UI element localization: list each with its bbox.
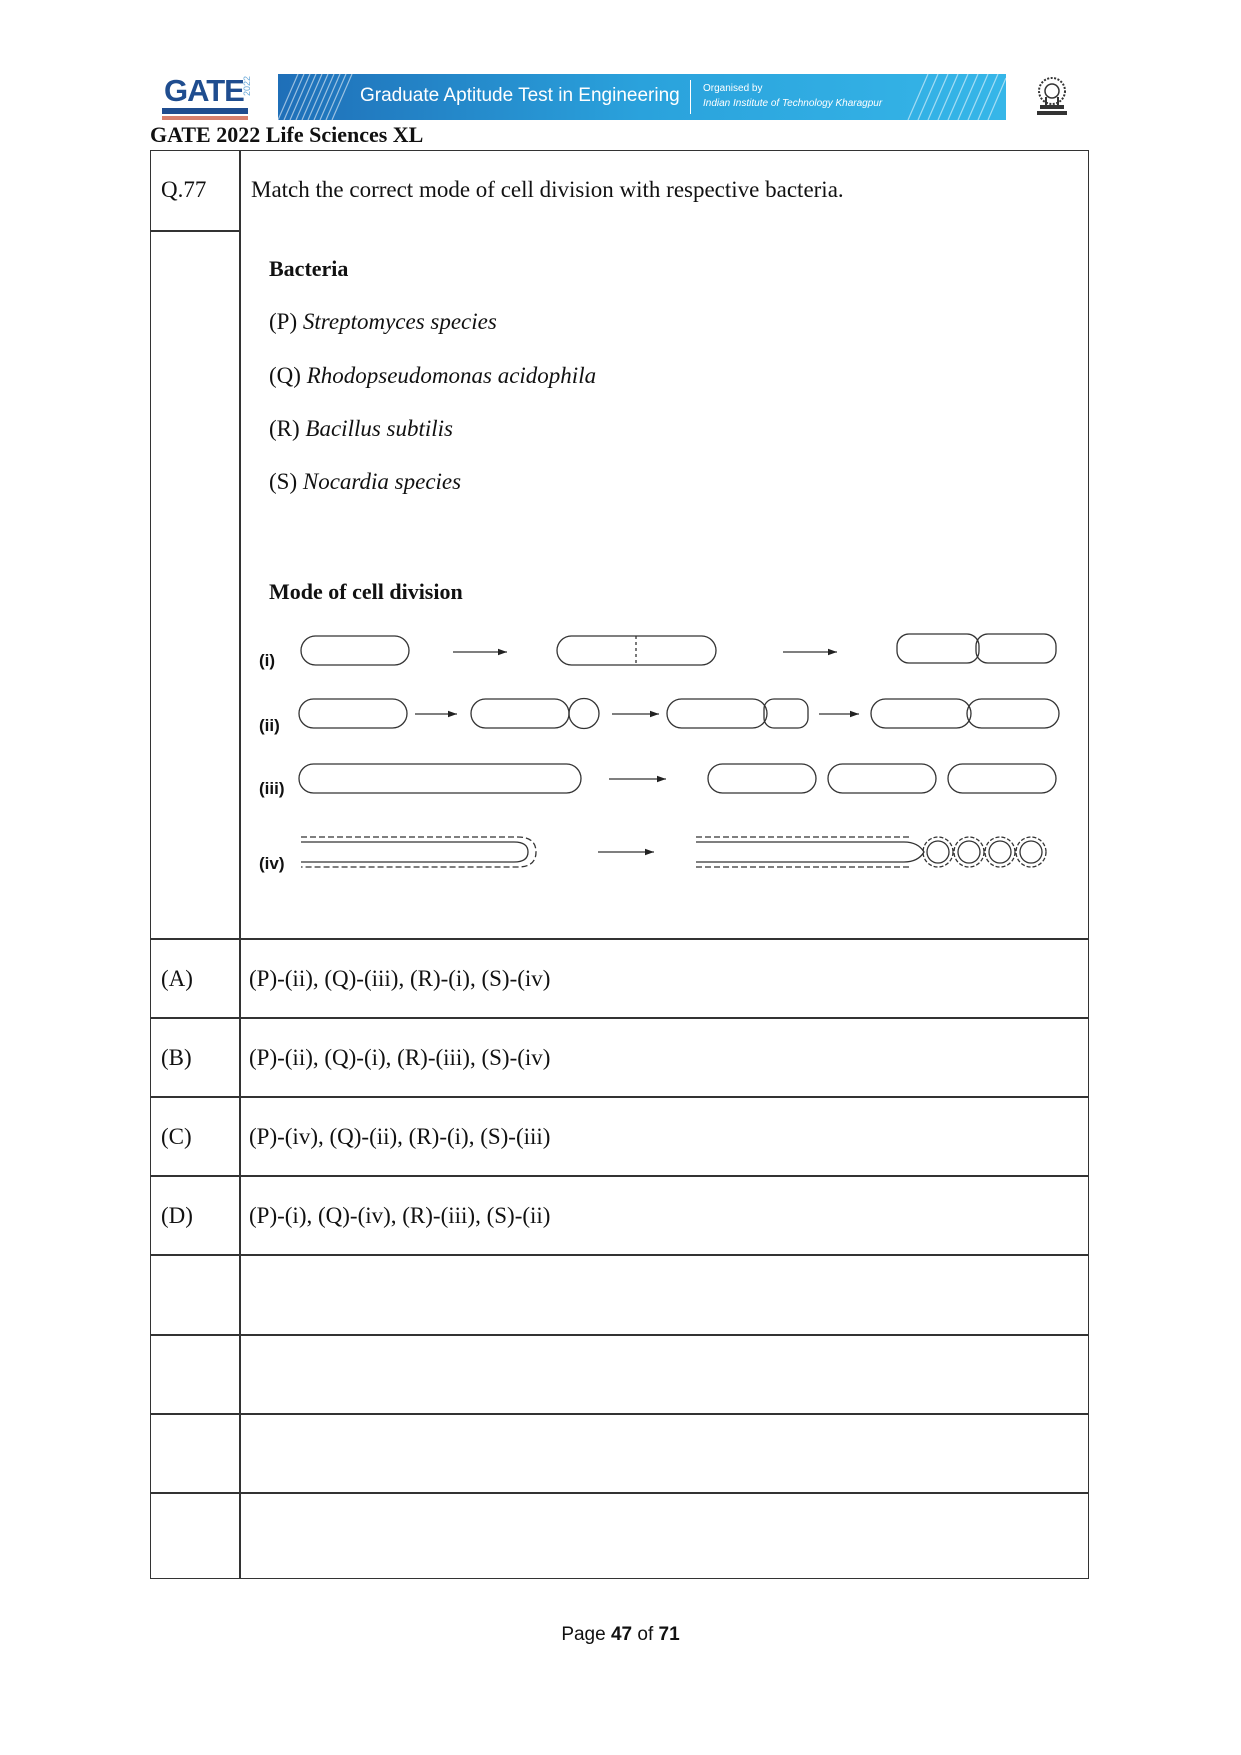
logo-year: 2022 [242,76,252,97]
mode-heading: Mode of cell division [269,579,463,604]
bacteria-key: (P) [269,309,298,334]
row-divider [151,1413,1088,1415]
row-divider [151,1254,1088,1256]
header-banner [278,74,1006,120]
logo-underline [162,108,248,114]
division-mode-iii [299,764,1056,793]
row-divider [151,1334,1088,1336]
current-page: 47 [610,1624,633,1645]
bacteria-name: Rhodopseudomonas acidophila [306,363,597,388]
row-divider [151,1096,1088,1098]
option-c-label: (C) [161,1124,192,1149]
logo-underline-accent [162,116,248,120]
question-number: Q.77 [161,177,207,202]
diagram-label-iii: (iii) [259,779,285,798]
paper-title: GATE 2022 Life Sciences XL [150,122,424,147]
bacteria-name: Streptomyces species [302,309,497,334]
bacteria-item [269,416,453,442]
option-c-text: (P)-(iv), (Q)-(ii), (R)-(i), (S)-(iii) [249,1124,551,1149]
row-divider [151,230,239,232]
row-divider [151,1017,1088,1019]
diagram-label-i: (i) [259,651,276,670]
row-divider [151,1175,1088,1177]
diagram-label-ii: (ii) [259,716,280,735]
bacteria-name: Bacillus subtilis [305,416,454,441]
iit-emblem-icon [1032,75,1072,119]
footer-prefix: Page [561,1624,606,1645]
division-mode-i [301,634,1056,665]
bacteria-heading: Bacteria [269,256,349,281]
option-a-text: (P)-(ii), (Q)-(iii), (R)-(i), (S)-(iv) [249,966,551,991]
bacteria-item [269,363,596,389]
option-a-label: (A) [161,966,193,991]
bacteria-key: (R) [269,416,300,441]
bacteria-key: (S) [269,469,298,494]
banner-divider [690,80,691,114]
option-b-label: (B) [161,1045,192,1070]
diagram-label-iv: (iv) [259,854,285,873]
option-d-label: (D) [161,1203,193,1228]
row-divider [151,1492,1088,1494]
total-pages: 71 [658,1624,680,1645]
page-footer [0,1624,1241,1646]
gate-logo [160,74,252,120]
bacteria-item [269,309,497,335]
division-mode-ii [299,699,1059,729]
footer-of: of [637,1624,654,1645]
row-divider [151,938,1088,940]
bacteria-key: (Q) [269,363,301,388]
bacteria-name: Nocardia species [302,469,462,494]
page-header [160,70,1010,122]
question-table [150,150,1089,1579]
column-divider [239,151,241,1578]
organiser-name: Indian Institute of Technology Kharagpur [703,98,883,109]
option-d-text: (P)-(i), (Q)-(iv), (R)-(iii), (S)-(ii) [249,1203,551,1228]
bacteria-item [269,469,461,495]
division-mode-iv [301,837,1046,867]
logo-word: GATE [164,73,244,108]
banner-title: Graduate Aptitude Test in Engineering [360,85,680,106]
option-b-text: (P)-(ii), (Q)-(i), (R)-(iii), (S)-(iv) [249,1045,551,1070]
question-text: Match the correct mode of cell division with respective bacteria. [251,177,844,202]
organised-by: Organised by [703,83,763,94]
